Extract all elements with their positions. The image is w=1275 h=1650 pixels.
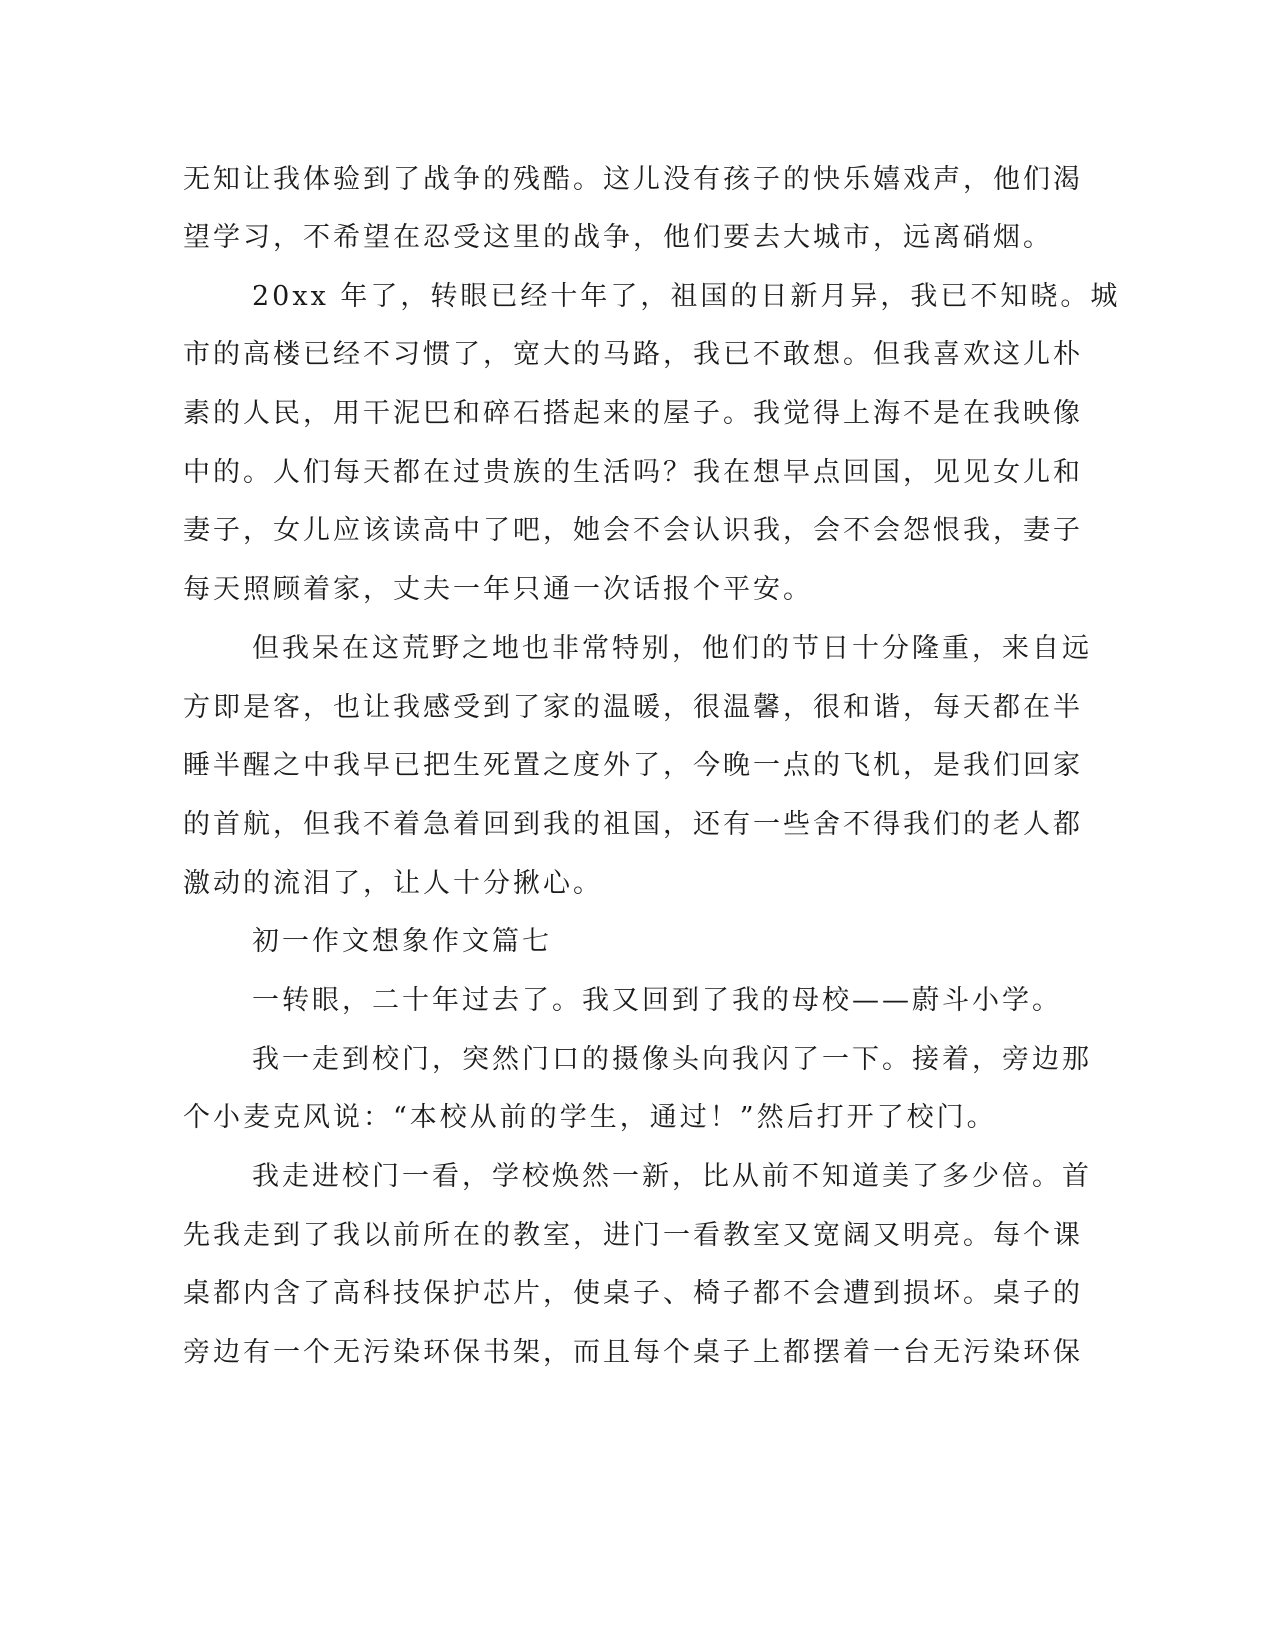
paragraph-first-line: 20xx 年了，转眼已经十年了，祖国的日新月异，我已不知晓。城 bbox=[252, 281, 1121, 312]
paragraph-first-line: 一转眼，二十年过去了。我又回到了我的母校——蔚斗小学。 bbox=[252, 985, 1062, 1016]
text-line: 个小麦克风说：“本校从前的学生，通过！”然后打开了校门。 bbox=[183, 1102, 997, 1133]
text-line: 方即是客，也让我感受到了家的温暖，很温馨，很和谐，每天都在半 bbox=[183, 692, 1083, 723]
section-heading: 初一作文想象作文篇七 bbox=[252, 926, 552, 957]
text-line: 无知让我体验到了战争的残酷。这儿没有孩子的快乐嬉戏声，他们渴 bbox=[183, 164, 1083, 195]
text-line: 先我走到了我以前所在的教室，进门一看教室又宽阔又明亮。每个课 bbox=[183, 1220, 1083, 1251]
text-line: 桌都内含了高科技保护芯片，使桌子、椅子都不会遭到损坏。桌子的 bbox=[183, 1278, 1083, 1309]
text-line: 素的人民，用干泥巴和碎石搭起来的屋子。我觉得上海不是在我映像 bbox=[183, 398, 1083, 429]
text-line: 望学习，不希望在忍受这里的战争，他们要去大城市，远离硝烟。 bbox=[183, 222, 1053, 253]
text-line: 的首航，但我不着急着回到我的祖国，还有一些舍不得我们的老人都 bbox=[183, 809, 1083, 840]
paragraph-first-line: 我走进校门一看，学校焕然一新，比从前不知道美了多少倍。首 bbox=[252, 1161, 1092, 1192]
text-line: 妻子，女儿应该读高中了吧，她会不会认识我，会不会怨恨我，妻子 bbox=[183, 515, 1083, 546]
text-line: 市的高楼已经不习惯了，宽大的马路，我已不敢想。但我喜欢这儿朴 bbox=[183, 339, 1083, 370]
text-line: 中的。人们每天都在过贵族的生活吗？我在想早点回国，见见女儿和 bbox=[183, 457, 1083, 488]
text-line: 激动的流泪了，让人十分揪心。 bbox=[183, 868, 603, 899]
text-line: 每天照顾着家，丈夫一年只通一次话报个平安。 bbox=[183, 574, 813, 605]
text-line: 睡半醒之中我早已把生死置之度外了，今晚一点的飞机，是我们回家 bbox=[183, 750, 1083, 781]
text-line: 旁边有一个无污染环保书架，而且每个桌子上都摆着一台无污染环保 bbox=[183, 1337, 1083, 1368]
paragraph-first-line: 我一走到校门，突然门口的摄像头向我闪了一下。接着，旁边那 bbox=[252, 1044, 1092, 1075]
paragraph-first-line: 但我呆在这荒野之地也非常特别，他们的节日十分隆重，来自远 bbox=[252, 633, 1092, 664]
